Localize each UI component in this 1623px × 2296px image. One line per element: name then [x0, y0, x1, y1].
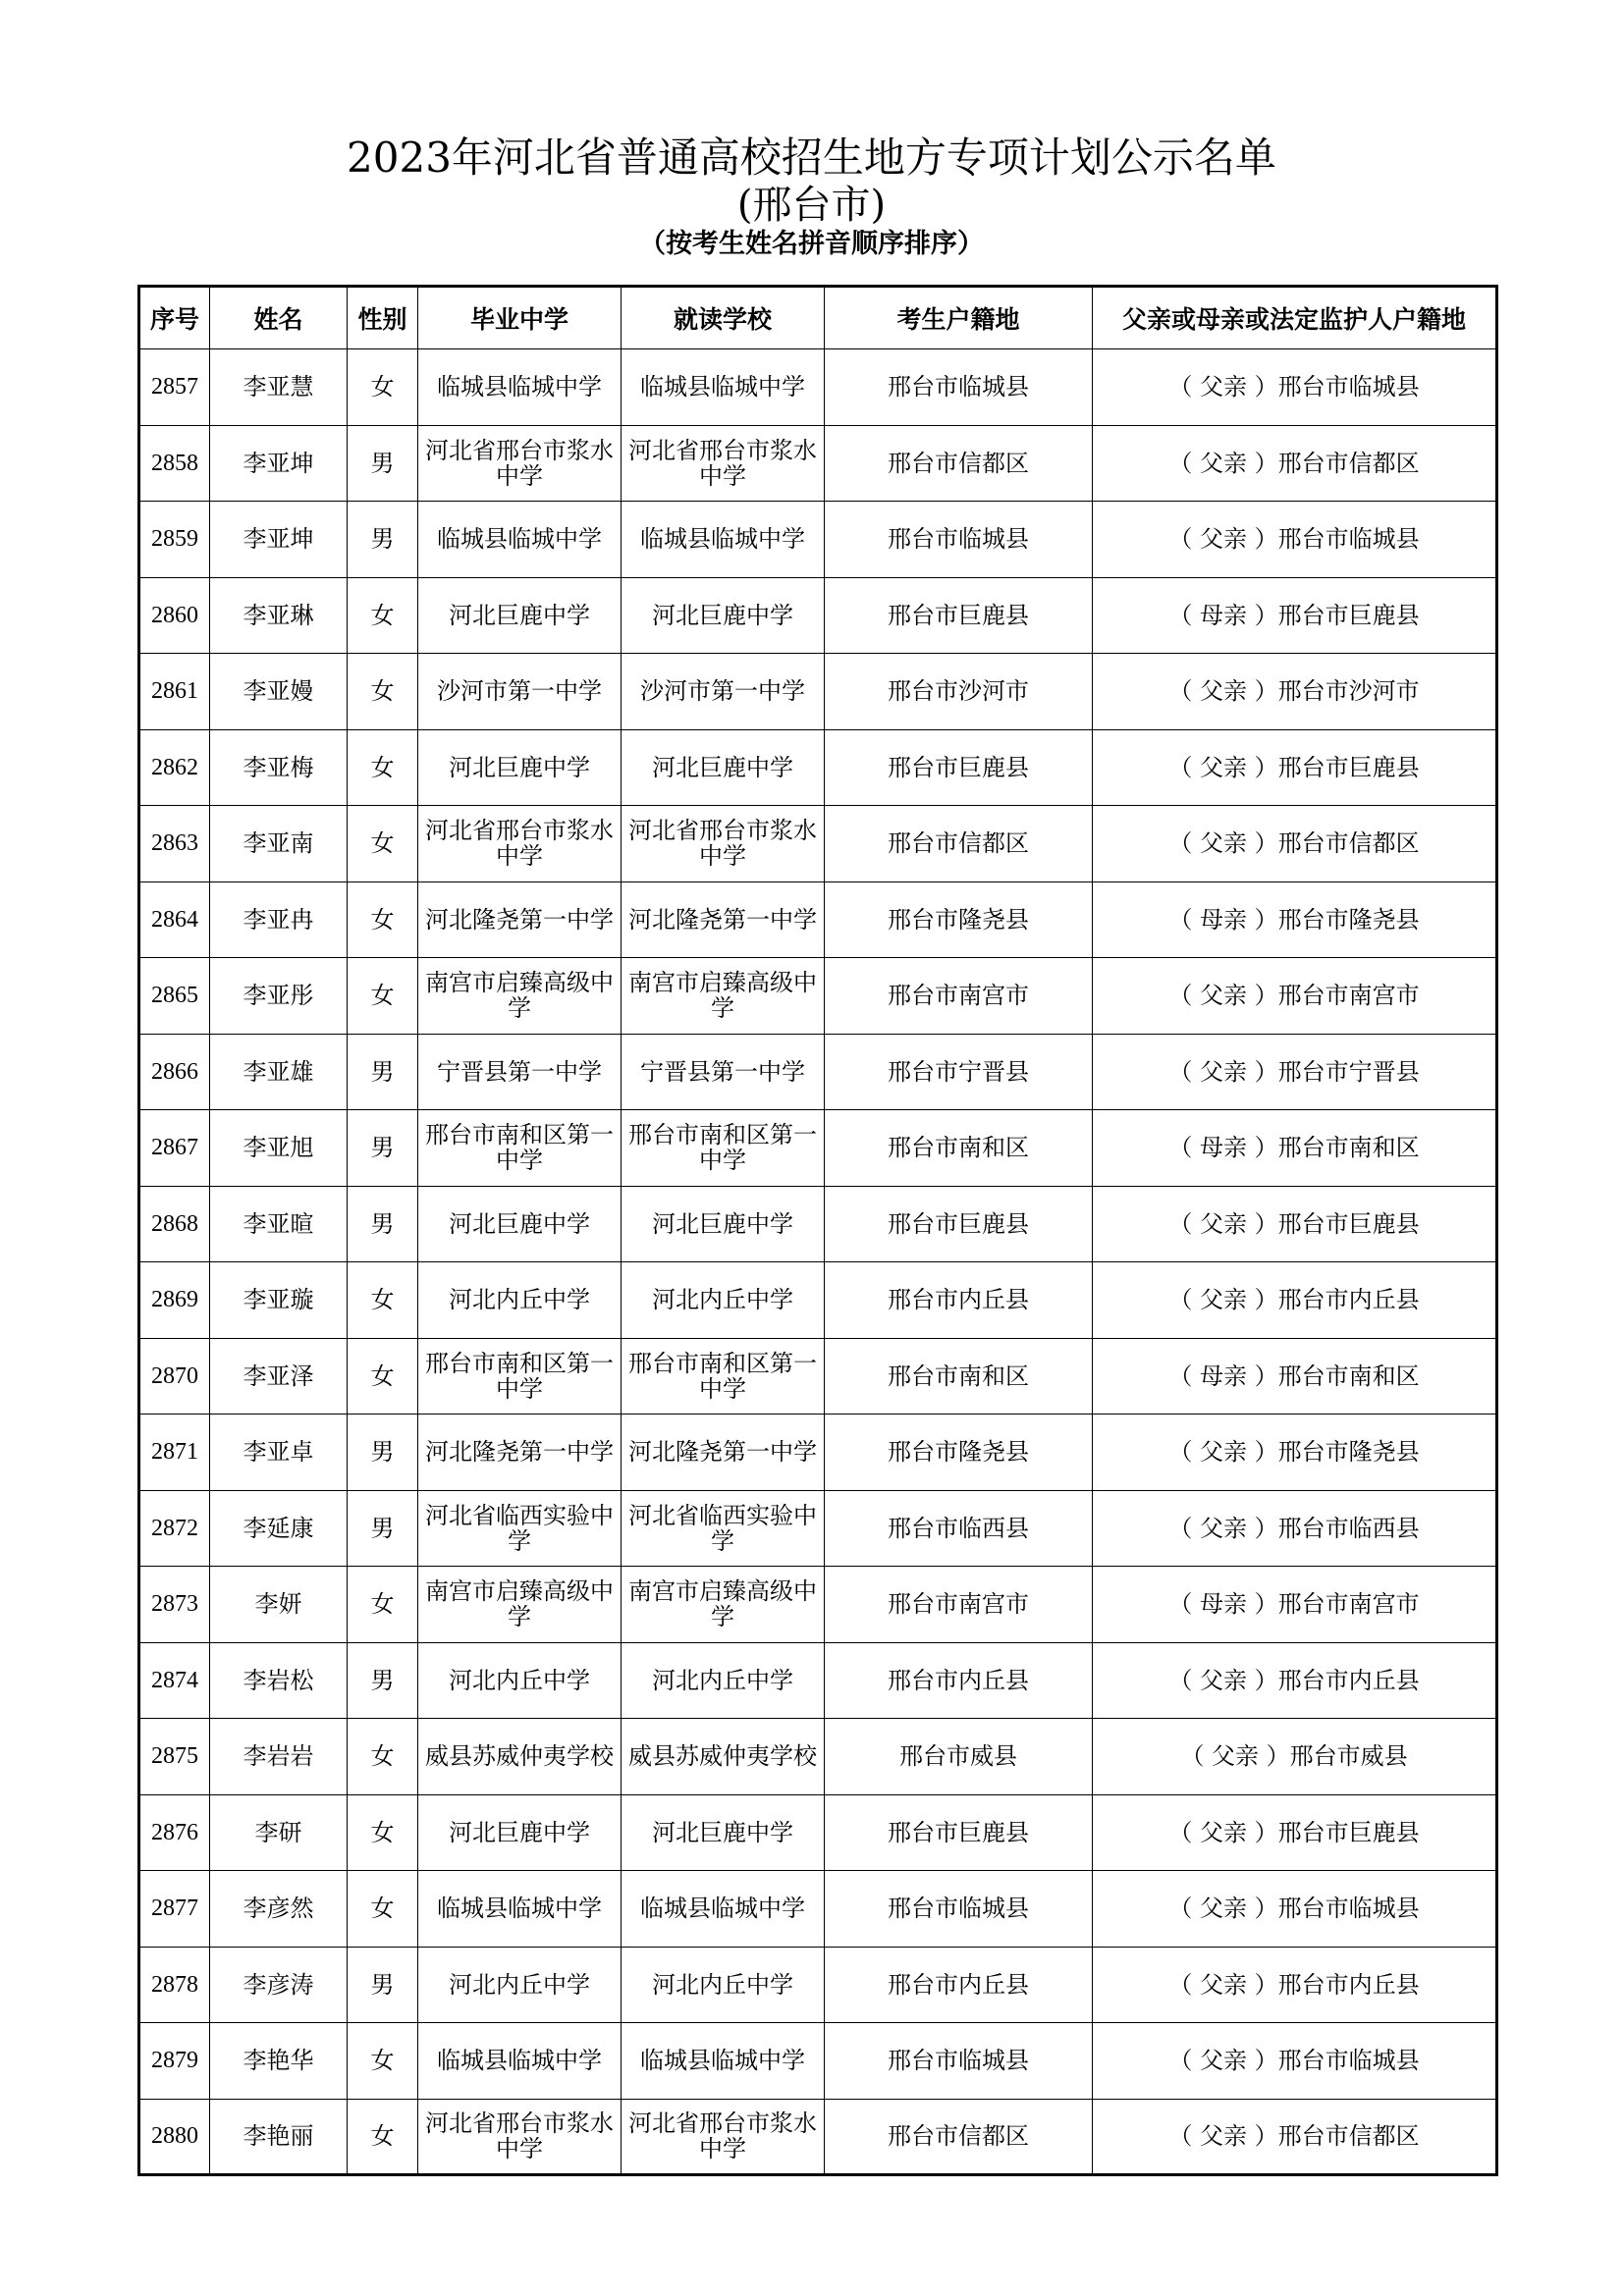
table-row — [139, 1490, 1497, 1567]
roster-table — [137, 285, 1498, 2176]
table-row — [139, 729, 1497, 806]
cell-parent-household: （ 母亲 ）邢台市南宫市 — [1093, 1567, 1497, 1643]
cell-parent-household: （ 母亲 ）邢台市隆尧县 — [1093, 881, 1497, 958]
cell-household: 邢台市沙河市 — [825, 654, 1093, 730]
cell-current-school: 临城县临城中学 — [622, 1871, 825, 1948]
cell-grad-school: 河北内丘中学 — [418, 1642, 622, 1719]
cell-current-school: 邢台市南和区第一中学 — [622, 1110, 825, 1187]
cell-current-school: 河北巨鹿中学 — [622, 577, 825, 654]
header-parent-household: 父亲或母亲或法定监护人户籍地 — [1093, 287, 1497, 349]
cell-current-school: 临城县临城中学 — [622, 349, 825, 426]
header-current-school: 就读学校 — [622, 287, 825, 349]
cell-no: 2877 — [139, 1871, 210, 1948]
table-row — [139, 1415, 1497, 1491]
cell-grad-school: 河北巨鹿中学 — [418, 1794, 622, 1871]
cell-name: 李艳丽 — [210, 2099, 348, 2175]
table-row — [139, 1642, 1497, 1719]
cell-current-school: 宁晋县第一中学 — [622, 1034, 825, 1110]
cell-parent-household: （ 母亲 ）邢台市南和区 — [1093, 1338, 1497, 1415]
cell-no: 2861 — [139, 654, 210, 730]
cell-parent-household: （ 父亲 ）邢台市临城县 — [1093, 2023, 1497, 2100]
cell-sex: 男 — [348, 1110, 418, 1187]
cell-current-school: 河北巨鹿中学 — [622, 1794, 825, 1871]
cell-parent-household: （ 父亲 ）邢台市沙河市 — [1093, 654, 1497, 730]
cell-current-school: 河北内丘中学 — [622, 1262, 825, 1339]
cell-no: 2858 — [139, 425, 210, 502]
cell-sex: 男 — [348, 502, 418, 578]
cell-household: 邢台市信都区 — [825, 806, 1093, 882]
cell-grad-school: 临城县临城中学 — [418, 2023, 622, 2100]
cell-name: 李亚冉 — [210, 881, 348, 958]
cell-sex: 女 — [348, 1338, 418, 1415]
header-no: 序号 — [139, 287, 210, 349]
cell-sex: 女 — [348, 958, 418, 1035]
cell-no: 2875 — [139, 1719, 210, 1795]
table-body — [139, 349, 1497, 2175]
cell-household: 邢台市临西县 — [825, 1490, 1093, 1567]
table-row — [139, 1947, 1497, 2023]
table-row — [139, 958, 1497, 1035]
cell-grad-school: 临城县临城中学 — [418, 502, 622, 578]
cell-parent-household: （ 母亲 ）邢台市巨鹿县 — [1093, 577, 1497, 654]
table-row — [139, 1719, 1497, 1795]
cell-parent-household: （ 父亲 ）邢台市宁晋县 — [1093, 1034, 1497, 1110]
cell-parent-household: （ 父亲 ）邢台市内丘县 — [1093, 1262, 1497, 1339]
cell-grad-school: 河北内丘中学 — [418, 1262, 622, 1339]
cell-sex: 女 — [348, 729, 418, 806]
cell-parent-household: （ 父亲 ）邢台市临西县 — [1093, 1490, 1497, 1567]
table-header-row — [139, 287, 1497, 349]
cell-current-school: 河北省邢台市浆水中学 — [622, 806, 825, 882]
cell-current-school: 沙河市第一中学 — [622, 654, 825, 730]
cell-sex: 女 — [348, 2099, 418, 2175]
cell-grad-school: 河北省邢台市浆水中学 — [418, 425, 622, 502]
cell-grad-school: 临城县临城中学 — [418, 1871, 622, 1948]
cell-no: 2873 — [139, 1567, 210, 1643]
cell-household: 邢台市内丘县 — [825, 1642, 1093, 1719]
header-name: 姓名 — [210, 287, 348, 349]
cell-current-school: 河北内丘中学 — [622, 1642, 825, 1719]
cell-name: 李亚璇 — [210, 1262, 348, 1339]
cell-sex: 女 — [348, 349, 418, 426]
cell-current-school: 临城县临城中学 — [622, 2023, 825, 2100]
cell-name: 李延康 — [210, 1490, 348, 1567]
table-row — [139, 425, 1497, 502]
cell-household: 邢台市南和区 — [825, 1110, 1093, 1187]
cell-current-school: 河北省邢台市浆水中学 — [622, 2099, 825, 2175]
cell-parent-household: （ 父亲 ）邢台市信都区 — [1093, 2099, 1497, 2175]
cell-parent-household: （ 父亲 ）邢台市隆尧县 — [1093, 1415, 1497, 1491]
cell-household: 邢台市南宫市 — [825, 958, 1093, 1035]
cell-sex: 男 — [348, 1034, 418, 1110]
cell-household: 邢台市信都区 — [825, 2099, 1093, 2175]
cell-parent-household: （ 父亲 ）邢台市临城县 — [1093, 502, 1497, 578]
cell-sex: 男 — [348, 1642, 418, 1719]
cell-grad-school: 沙河市第一中学 — [418, 654, 622, 730]
cell-parent-household: （ 父亲 ）邢台市巨鹿县 — [1093, 1794, 1497, 1871]
cell-sex: 女 — [348, 654, 418, 730]
cell-grad-school: 河北省临西实验中学 — [418, 1490, 622, 1567]
cell-sex: 女 — [348, 1871, 418, 1948]
cell-grad-school: 河北内丘中学 — [418, 1947, 622, 2023]
cell-no: 2866 — [139, 1034, 210, 1110]
cell-household: 邢台市内丘县 — [825, 1262, 1093, 1339]
cell-parent-household: （ 父亲 ）邢台市巨鹿县 — [1093, 729, 1497, 806]
page-subtitle: (邢台市) — [736, 183, 887, 228]
table-row — [139, 806, 1497, 882]
cell-no: 2874 — [139, 1642, 210, 1719]
cell-name: 李亚卓 — [210, 1415, 348, 1491]
cell-sex: 女 — [348, 881, 418, 958]
cell-name: 李亚雄 — [210, 1034, 348, 1110]
cell-name: 李亚坤 — [210, 502, 348, 578]
cell-no: 2872 — [139, 1490, 210, 1567]
cell-no: 2871 — [139, 1415, 210, 1491]
table-row — [139, 1338, 1497, 1415]
cell-household: 邢台市隆尧县 — [825, 881, 1093, 958]
cell-name: 李岩岩 — [210, 1719, 348, 1795]
cell-current-school: 河北巨鹿中学 — [622, 729, 825, 806]
cell-grad-school: 河北巨鹿中学 — [418, 1186, 622, 1262]
cell-name: 李亚坤 — [210, 425, 348, 502]
table-row — [139, 1034, 1497, 1110]
table-row — [139, 1262, 1497, 1339]
cell-no: 2865 — [139, 958, 210, 1035]
table-row — [139, 1186, 1497, 1262]
cell-parent-household: （ 父亲 ）邢台市信都区 — [1093, 425, 1497, 502]
cell-household: 邢台市巨鹿县 — [825, 577, 1093, 654]
cell-no: 2863 — [139, 806, 210, 882]
header-grad-school: 毕业中学 — [418, 287, 622, 349]
cell-sex: 女 — [348, 2023, 418, 2100]
cell-sex: 女 — [348, 1794, 418, 1871]
cell-grad-school: 南宫市启臻高级中学 — [418, 1567, 622, 1643]
cell-name: 李亚旭 — [210, 1110, 348, 1187]
cell-current-school: 河北巨鹿中学 — [622, 1186, 825, 1262]
cell-household: 邢台市巨鹿县 — [825, 1186, 1093, 1262]
cell-household: 邢台市南和区 — [825, 1338, 1093, 1415]
table-row — [139, 2099, 1497, 2175]
page-title: 2023年河北省普通高校招生地方专项计划公示名单 — [347, 133, 1276, 182]
cell-current-school: 威县苏威仲夷学校 — [622, 1719, 825, 1795]
cell-no: 2860 — [139, 577, 210, 654]
cell-grad-school: 河北隆尧第一中学 — [418, 1415, 622, 1491]
cell-name: 李亚暄 — [210, 1186, 348, 1262]
cell-grad-school: 河北隆尧第一中学 — [418, 881, 622, 958]
cell-sex: 女 — [348, 1262, 418, 1339]
cell-sex: 男 — [348, 1490, 418, 1567]
cell-sex: 男 — [348, 425, 418, 502]
cell-current-school: 河北内丘中学 — [622, 1947, 825, 2023]
cell-no: 2868 — [139, 1186, 210, 1262]
cell-household: 邢台市南宫市 — [825, 1567, 1093, 1643]
cell-sex: 女 — [348, 1719, 418, 1795]
cell-name: 李亚琳 — [210, 577, 348, 654]
cell-parent-household: （ 父亲 ）邢台市内丘县 — [1093, 1642, 1497, 1719]
cell-sex: 女 — [348, 806, 418, 882]
cell-no: 2878 — [139, 1947, 210, 2023]
cell-name: 李研 — [210, 1794, 348, 1871]
cell-sex: 男 — [348, 1947, 418, 2023]
cell-sex: 女 — [348, 1567, 418, 1643]
table-row — [139, 502, 1497, 578]
cell-name: 李亚南 — [210, 806, 348, 882]
cell-name: 李亚彤 — [210, 958, 348, 1035]
cell-current-school: 河北省临西实验中学 — [622, 1490, 825, 1567]
cell-parent-household: （ 母亲 ）邢台市南和区 — [1093, 1110, 1497, 1187]
cell-household: 邢台市临城县 — [825, 349, 1093, 426]
cell-household: 邢台市信都区 — [825, 425, 1093, 502]
table-row — [139, 881, 1497, 958]
cell-name: 李彦涛 — [210, 1947, 348, 2023]
table-row — [139, 2023, 1497, 2100]
cell-grad-school: 河北巨鹿中学 — [418, 729, 622, 806]
cell-household: 邢台市宁晋县 — [825, 1034, 1093, 1110]
cell-household: 邢台市隆尧县 — [825, 1415, 1093, 1491]
cell-no: 2880 — [139, 2099, 210, 2175]
cell-name: 李亚梅 — [210, 729, 348, 806]
cell-household: 邢台市巨鹿县 — [825, 729, 1093, 806]
cell-parent-household: （ 父亲 ）邢台市巨鹿县 — [1093, 1186, 1497, 1262]
cell-name: 李亚泽 — [210, 1338, 348, 1415]
table-row — [139, 1871, 1497, 1948]
table-row — [139, 1110, 1497, 1187]
cell-grad-school: 邢台市南和区第一中学 — [418, 1338, 622, 1415]
table-row — [139, 1567, 1497, 1643]
cell-household: 邢台市临城县 — [825, 2023, 1093, 2100]
cell-current-school: 河北隆尧第一中学 — [622, 1415, 825, 1491]
cell-no: 2876 — [139, 1794, 210, 1871]
cell-sex: 男 — [348, 1186, 418, 1262]
cell-name: 李亚嫚 — [210, 654, 348, 730]
cell-parent-household: （ 父亲 ）邢台市威县 — [1093, 1719, 1497, 1795]
cell-grad-school: 威县苏威仲夷学校 — [418, 1719, 622, 1795]
cell-no: 2870 — [139, 1338, 210, 1415]
cell-no: 2879 — [139, 2023, 210, 2100]
cell-current-school: 河北隆尧第一中学 — [622, 881, 825, 958]
cell-no: 2862 — [139, 729, 210, 806]
cell-grad-school: 河北省邢台市浆水中学 — [418, 806, 622, 882]
cell-grad-school: 宁晋县第一中学 — [418, 1034, 622, 1110]
table-row — [139, 1794, 1497, 1871]
cell-household: 邢台市内丘县 — [825, 1947, 1093, 2023]
cell-name: 李妍 — [210, 1567, 348, 1643]
cell-parent-household: （ 父亲 ）邢台市信都区 — [1093, 806, 1497, 882]
cell-grad-school: 河北省邢台市浆水中学 — [418, 2099, 622, 2175]
cell-sex: 女 — [348, 577, 418, 654]
cell-current-school: 河北省邢台市浆水中学 — [622, 425, 825, 502]
cell-current-school: 南宫市启臻高级中学 — [622, 1567, 825, 1643]
cell-current-school: 临城县临城中学 — [622, 502, 825, 578]
cell-no: 2867 — [139, 1110, 210, 1187]
cell-household: 邢台市威县 — [825, 1719, 1093, 1795]
cell-current-school: 南宫市启臻高级中学 — [622, 958, 825, 1035]
cell-name: 李艳华 — [210, 2023, 348, 2100]
cell-grad-school: 南宫市启臻高级中学 — [418, 958, 622, 1035]
table-row — [139, 349, 1497, 426]
cell-household: 邢台市临城县 — [825, 502, 1093, 578]
cell-parent-household: （ 父亲 ）邢台市临城县 — [1093, 1871, 1497, 1948]
cell-current-school: 邢台市南和区第一中学 — [622, 1338, 825, 1415]
cell-no: 2864 — [139, 881, 210, 958]
cell-grad-school: 河北巨鹿中学 — [418, 577, 622, 654]
header-household: 考生户籍地 — [825, 287, 1093, 349]
cell-name: 李亚慧 — [210, 349, 348, 426]
sort-note: （按考生姓名拼音顺序排序） — [639, 229, 984, 259]
cell-no: 2857 — [139, 349, 210, 426]
cell-household: 邢台市巨鹿县 — [825, 1794, 1093, 1871]
cell-parent-household: （ 父亲 ）邢台市南宫市 — [1093, 958, 1497, 1035]
cell-grad-school: 邢台市南和区第一中学 — [418, 1110, 622, 1187]
cell-parent-household: （ 父亲 ）邢台市内丘县 — [1093, 1947, 1497, 2023]
table-row — [139, 654, 1497, 730]
table-row — [139, 577, 1497, 654]
cell-household: 邢台市临城县 — [825, 1871, 1093, 1948]
cell-no: 2859 — [139, 502, 210, 578]
cell-grad-school: 临城县临城中学 — [418, 349, 622, 426]
cell-sex: 男 — [348, 1415, 418, 1491]
cell-no: 2869 — [139, 1262, 210, 1339]
cell-parent-household: （ 父亲 ）邢台市临城县 — [1093, 349, 1497, 426]
header-sex: 性别 — [348, 287, 418, 349]
cell-name: 李彦然 — [210, 1871, 348, 1948]
cell-name: 李岩松 — [210, 1642, 348, 1719]
